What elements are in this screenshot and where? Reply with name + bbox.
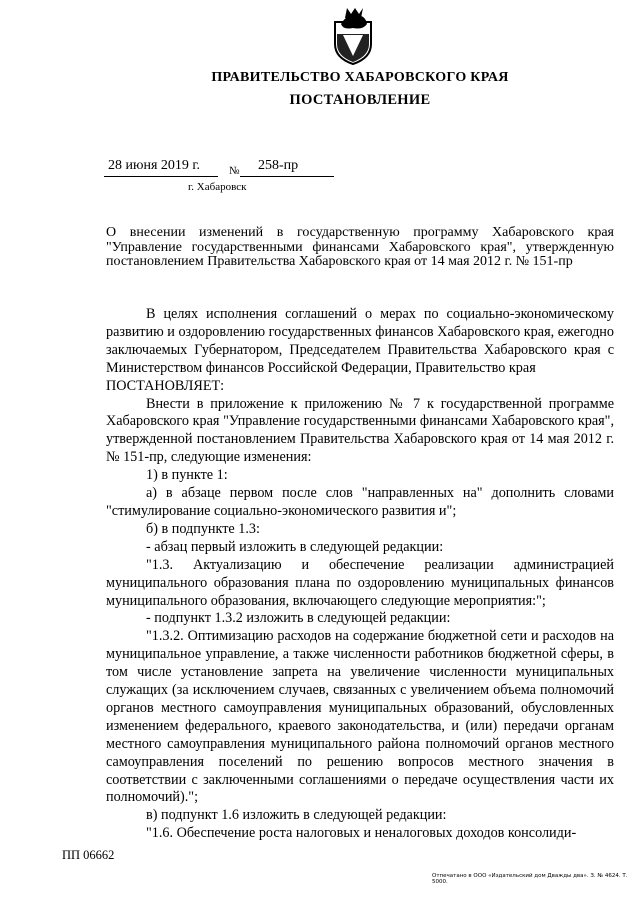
document-number: 258-пр [258, 158, 299, 173]
number-underline [240, 176, 334, 177]
document-type: ПОСТАНОВЛЕНИЕ [289, 92, 431, 108]
date-underline [104, 176, 218, 177]
paragraph-quote-1-3-2: "1.3.2. Оптимизацию расходов на содержание бюджетной сети и расходов на муниципальное управление, а также численности работников бюджетной сферы, в том числе установление запрета на увеличение численности муниципальных служащих (за исключением случаев, связанных с увеличением объема полномочий органов местного самоуправления муниципальных образований, обусловленных изменением федерального, краевого законодательства, и (или) передачи органам местного самоуправления муниципального района полномочий органов местного самоуправления поселений по решению вопросов местного значения в соответствии с заключенными соглашениями о передаче осуществления части их полномочий)."; [106, 628, 614, 806]
coat-of-arms-emblem [327, 4, 379, 66]
document-body [106, 306, 614, 843]
paragraph-resolves: ПОСТАНОВЛЯЕТ: [106, 377, 225, 394]
number-sign: № [229, 165, 240, 177]
paragraph-quote-1-3: "1.3. Актуализацию и обеспечение реализации администрацией муниципального образования плана по оздоровлению муниципальных финансов муниципального образования, включающего следующие мероприятия:"; [106, 556, 614, 609]
paragraph-item-1: 1) в пункте 1: [146, 467, 228, 484]
paragraph-quote-1-6: "1.6. Обеспечение роста налоговых и неналоговых доходов консолиди- [146, 825, 577, 842]
paragraph-item-v: в) подпункт 1.6 изложить в следующей редакции: [146, 807, 447, 824]
paragraph-preamble: В целях исполнения соглашений о мерах по социально-экономическому развитию и оздоровлению государственных финансов Хабаровского края, ежегодно заключаемых Губернатором, Председателем Правительства Хабаровского края с Министерством финансов Российской Федерации, Правительство края [106, 306, 614, 376]
paragraph-dash-1: - абзац первый изложить в следующей редакции: [146, 538, 444, 555]
printer-note: Отпечатано в ООО «Издательский дом Дважды два». З. № 4624. Т. 5000. [432, 873, 628, 885]
paragraph-dash-2: - подпункт 1.3.2 изложить в следующей редакции: [146, 610, 451, 627]
document-title: О внесении изменений в государственную программу Хабаровского края "Управление государственными финансами Хабаровского края", утвержденную постановлением Правительства Хабаровского края от 14 мая 2012 г. № 151-пр [106, 225, 614, 269]
paragraph-item-a: а) в абзаце первом после слов "направленных на" дополнить словами "стимулирование социально-экономического развития и"; [106, 485, 614, 519]
paragraph-item-b: б) в подпункте 1.3: [146, 520, 260, 537]
paragraph-amend: Внести в приложение к приложению № 7 к государственной программе Хабаровского края "Управление государственными финансами Хабаровского края", утвержденной постановлением Правительства Хабаровского края от 14 мая 2012 г. № 151-пр, следующие изменения: [106, 395, 614, 466]
city: г. Хабаровск [188, 181, 247, 193]
document-date: 28 июня 2019 г. [108, 158, 201, 173]
document-code: ПП 06662 [62, 848, 115, 862]
government-title: ПРАВИТЕЛЬСТВО ХАБАРОВСКОГО КРАЯ [211, 70, 509, 85]
